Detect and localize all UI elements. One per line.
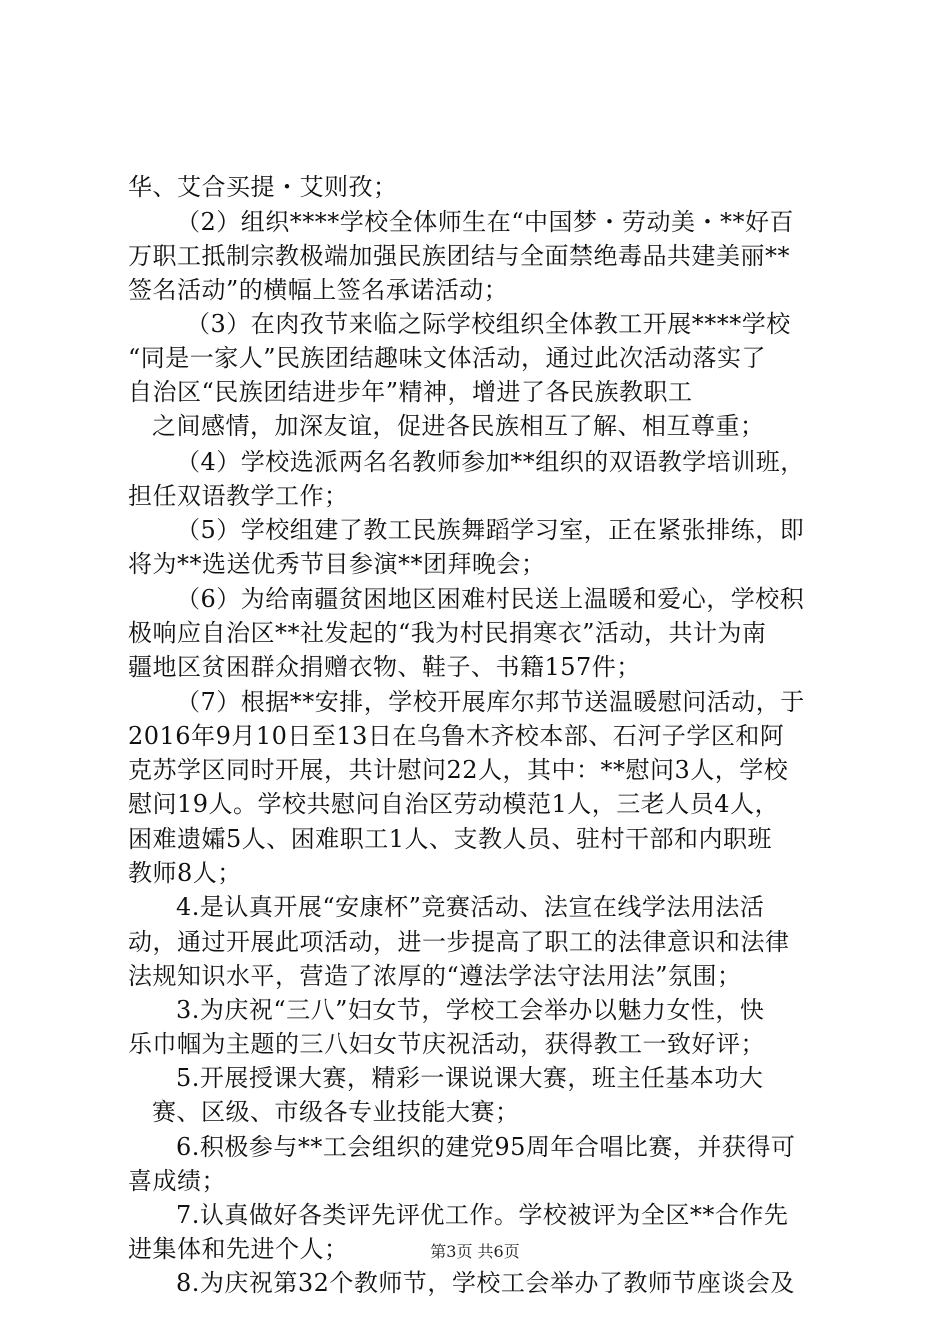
body-line: （6）为给南疆贫困地区困难村民送上温暖和爱心，学校积 — [176, 585, 805, 613]
body-line: 担任双语教学工作； — [128, 482, 349, 510]
page-number-footer: 第3页 共6页 — [430, 1242, 520, 1261]
body-line: 万职工抵制宗教极端加强民族团结与全面禁绝毒品共建美丽** — [128, 242, 790, 270]
body-line: 将为**选送优秀节目参演**团拜晚会； — [128, 550, 546, 578]
body-line: （3）在肉孜节来临之际学校组织全体教工开展****学校 — [186, 310, 791, 338]
body-line: 2016年9月10日至13日在乌鲁木齐校本部、石河子学区和阿 — [128, 722, 785, 750]
body-line: 极响应自治区**社发起的“我为村民捐寒衣”活动，共计为南 — [128, 619, 767, 647]
body-line: 3.为庆祝“三八”妇女节，学校工会举办以魅力女性，快 — [176, 996, 765, 1024]
body-line: 克苏学区同时开展，共计慰问22人，其中：**慰问3人，学校 — [128, 756, 789, 784]
body-line: 法规知识水平，营造了浓厚的“遵法学法守法用法”氛围； — [128, 962, 742, 990]
body-line: 慰问19人。学校共慰问自治区劳动模范1人，三老人员4人， — [128, 790, 780, 818]
body-line: 签名活动”的横幅上签名承诺活动； — [128, 276, 509, 304]
body-line: （7）根据**安排，学校开展库尔邦节送温暖慰问活动，于 — [176, 688, 805, 716]
body-line: 动，通过开展此项活动，进一步提高了职工的法律意识和法律 — [128, 928, 790, 956]
body-line: 教师8人； — [128, 859, 242, 887]
body-line: 自治区“民族团结进步年”精神，增进了各民族教职工 — [128, 378, 693, 406]
body-line: 6.积极参与**工会组织的建党95周年合唱比赛，并获得可 — [176, 1133, 796, 1161]
body-line: 乐巾帼为主题的三八妇女节庆祝活动，获得教工一致好评； — [128, 1030, 765, 1058]
body-line: 进集体和先进个人； — [128, 1235, 349, 1263]
body-line: 5.开展授课大赛，精彩一课说课大赛，班主任基本功大 — [176, 1064, 764, 1092]
body-line: （2）组织****学校全体师生在“中国梦・劳动美・**好百 — [176, 208, 795, 236]
body-line: 困难遗孀5人、困难职工1人、支教人员、驻村干部和内职班 — [128, 825, 773, 853]
body-line: 赛、区级、市级各专业技能大赛； — [152, 1098, 520, 1126]
body-line: 之间感情，加深友谊，促进各民族相互了解、相互尊重； — [152, 412, 765, 440]
body-line: （4）学校选派两名名教师参加**组织的双语教学培训班， — [176, 448, 805, 476]
body-line: 疆地区贫困群众捐赠衣物、鞋子、书籍157件； — [128, 653, 641, 681]
body-line: （5）学校组建了教工民族舞蹈学习室，正在紧张排练，即 — [176, 516, 805, 544]
body-line: “同是一家人”民族团结趣味文体活动，通过此次活动落实了 — [128, 344, 767, 372]
body-line: 4.是认真开展“安康杯”竞赛活动、法宣在线学法用法活 — [176, 893, 765, 921]
body-line: 8.为庆祝第32个教师节，学校工会举办了教师节座谈会及 — [176, 1269, 795, 1297]
body-line: 7.认真做好各类评先评优工作。学校被评为全区**合作先 — [176, 1201, 789, 1229]
body-line: 喜成绩； — [128, 1167, 226, 1195]
body-line: 华、艾合买提・艾则孜； — [128, 173, 398, 201]
